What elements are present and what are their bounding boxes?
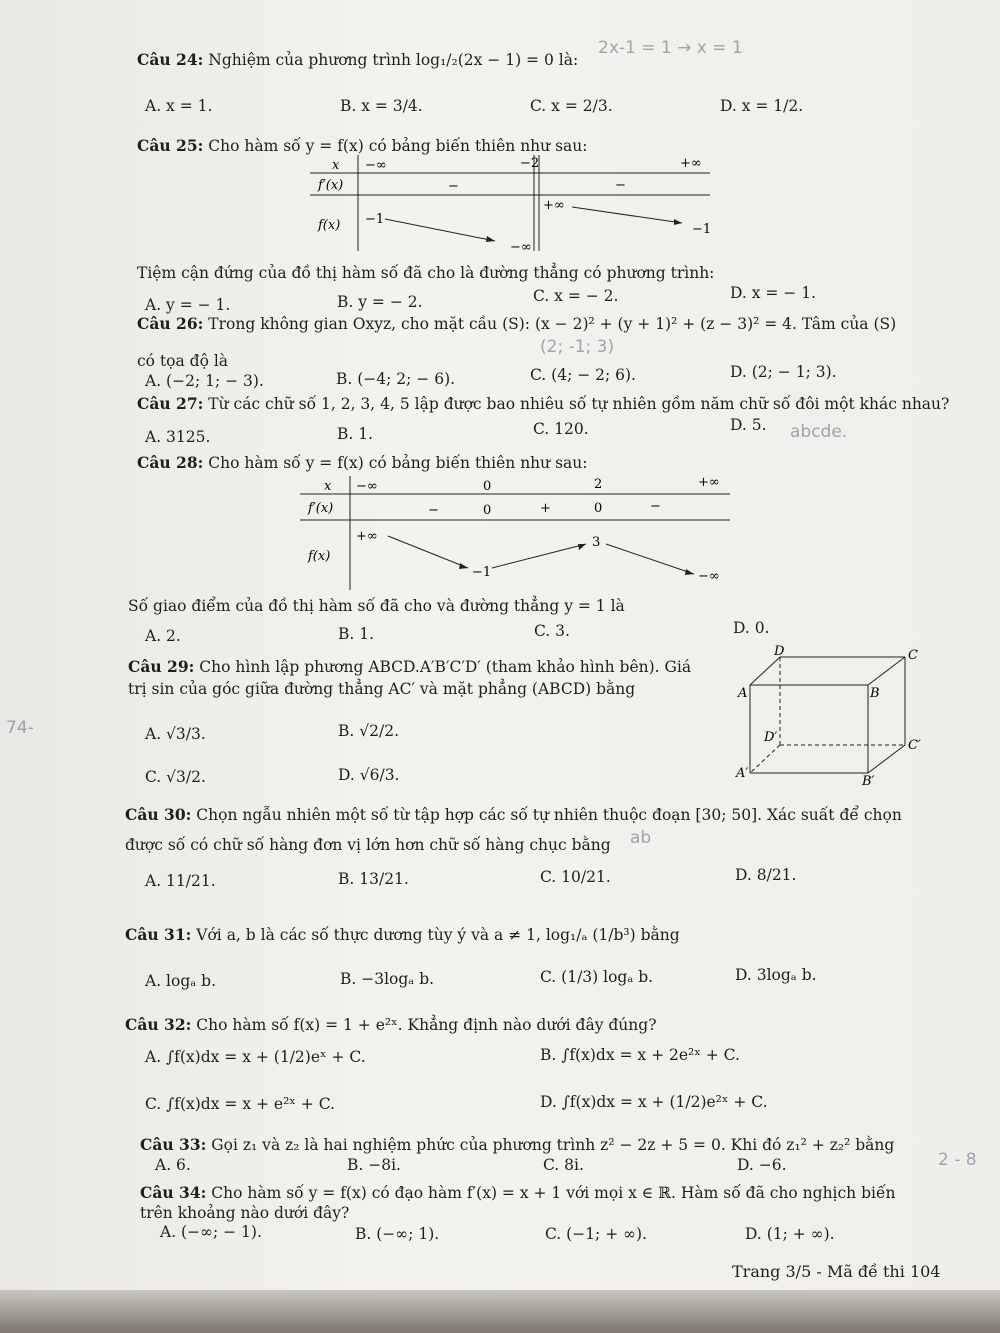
q27-label: Câu 27:: [137, 394, 204, 413]
q28-variation-table: [300, 474, 740, 592]
q27-option-a: A. 3125.: [145, 428, 211, 446]
q28-t-x: x: [324, 479, 332, 494]
q25-option-a: A. y = − 1.: [145, 296, 231, 314]
q25-text: Cho hàm số y = f(x) có bảng biến thiên như sau:: [208, 137, 588, 155]
q25-arrow-down-2: [572, 207, 682, 223]
q32-stem: [125, 1015, 657, 1034]
q28-t-m1: −1: [472, 565, 492, 580]
q31-option-c: C. (1/3) logₐ b.: [540, 968, 654, 986]
q32-option-d: D. ∫f(x)dx = x + (1/2)e²ˣ + C.: [540, 1093, 768, 1111]
q33-text: Gọi z₁ và z₂ là hai nghiệm phức của phương trình z² − 2z + 5 = 0. Khi đó z₁² + z₂² bằng: [211, 1136, 895, 1154]
q34-option-d: D. (1; + ∞).: [745, 1225, 835, 1243]
q29-option-a: A. √3/3.: [145, 725, 206, 743]
q28-t-minus2: −: [650, 499, 661, 514]
q28-text: Cho hàm số y = f(x) có bảng biến thiên như sau:: [208, 454, 588, 472]
q25-option-b: B. y = − 2.: [337, 293, 423, 311]
q29-option-d: D. √6/3.: [338, 766, 400, 784]
q25-variation-table: [310, 153, 720, 253]
q28-option-c: C. 3.: [534, 622, 570, 640]
q26-text: Trong không gian Oxyz, cho mặt cầu (S): (x − 2)² + (y + 1)² + (z − 3)² = 4. Tâm của (S): [208, 315, 897, 333]
q28-label: Câu 28:: [137, 453, 204, 472]
q28-stem: [137, 453, 587, 472]
q31-option-d: D. 3logₐ b.: [735, 966, 817, 984]
q31-option-a: A. logₐ b.: [145, 972, 217, 990]
handwritten-note-2: (2; -1; 3): [540, 337, 615, 357]
q28-question: Số giao điểm của đồ thị hàm số đã cho và đường thẳng y = 1 là: [128, 597, 625, 615]
q33-label: Câu 33:: [140, 1135, 207, 1154]
cube-label-c: C: [908, 648, 918, 663]
q29-stem-2: trị sin của góc giữa đường thẳng AC′ và mặt phẳng (ABCD) bằng: [128, 680, 636, 698]
q28-t-three: 3: [592, 535, 601, 550]
q28-option-d: D. 0.: [733, 619, 770, 637]
q30-option-a: A. 11/21.: [145, 872, 216, 890]
q26-option-c: C. (4; − 2; 6).: [530, 366, 636, 384]
q24-stem: [137, 50, 578, 69]
q25-t-m2: −2: [520, 156, 540, 171]
q25-t-fp: f′(x): [318, 178, 344, 193]
q28-t-two: 2: [594, 477, 603, 492]
q32-option-c: C. ∫f(x)dx = x + e²ˣ + C.: [145, 1095, 335, 1113]
q27-stem: [137, 394, 949, 413]
q28-t-minf: −∞: [356, 479, 378, 494]
q28-t-fp: f′(x): [308, 501, 334, 516]
q28-option-a: A. 2.: [145, 627, 181, 645]
q32-option-b: B. ∫f(x)dx = x + 2e²ˣ + C.: [540, 1046, 740, 1064]
q25-t-minf2: −∞: [510, 240, 532, 255]
cube-label-a1: A′: [736, 766, 749, 781]
q34-option-b: B. (−∞; 1).: [355, 1225, 440, 1243]
page-footer: Trang 3/5 - Mã đề thi 104: [732, 1262, 941, 1281]
cube-label-d: D: [774, 644, 785, 659]
q32-option-a: A. ∫f(x)dx = x + (1/2)eˣ + C.: [145, 1048, 366, 1066]
q25-option-c: C. x = − 2.: [533, 287, 619, 305]
q27-option-c: C. 120.: [533, 420, 589, 438]
q29-stem: [128, 657, 691, 676]
q30-stem: [125, 805, 902, 824]
handwritten-note-3: abcde.: [790, 422, 848, 442]
q25-t-pinf2: +∞: [543, 198, 565, 213]
q25-t-m1b: −1: [692, 222, 712, 237]
q25-arrow-down-1: [385, 219, 495, 241]
q33-option-b: B. −8i.: [347, 1156, 401, 1174]
q24-option-c: C. x = 2/3.: [530, 97, 613, 115]
q29-text: Cho hình lập phương ABCD.A′B′C′D′ (tham khảo hình bên). Giá: [199, 658, 692, 676]
q33-stem: [140, 1135, 894, 1154]
q26-label: Câu 26:: [137, 314, 204, 333]
q28-option-b: B. 1.: [338, 625, 375, 643]
q27-text: Từ các chữ số 1, 2, 3, 4, 5 lập được bao nhiêu số tự nhiên gồm năm chữ số đôi một khác nhau?: [208, 395, 950, 413]
q31-label: Câu 31:: [125, 925, 192, 944]
page-shadow: [0, 1290, 1000, 1333]
q31-stem: [125, 925, 680, 944]
q26-stem-2: có tọa độ là: [137, 352, 229, 370]
q32-label: Câu 32:: [125, 1015, 192, 1034]
q24-label: Câu 24:: [137, 50, 204, 69]
q26-option-a: A. (−2; 1; − 3).: [145, 372, 264, 390]
q25-option-d: D. x = − 1.: [730, 284, 817, 302]
q34-option-c: C. (−1; + ∞).: [545, 1225, 648, 1243]
q33-option-d: D. −6.: [737, 1156, 787, 1174]
q34-stem: [140, 1183, 896, 1202]
q24-text: Nghiệm của phương trình log₁/₂(2x − 1) = 0 là:: [208, 51, 579, 69]
q28-t-f: f(x): [308, 549, 331, 564]
handwritten-note-4: ab: [630, 828, 652, 848]
q27-option-d: D. 5.: [730, 416, 767, 434]
cube-label-b: B: [870, 686, 880, 701]
q25-t-minus1: −: [448, 179, 459, 194]
q25-t-pinf: +∞: [680, 156, 702, 171]
q29-option-c: C. √3/2.: [145, 768, 206, 786]
q28-t-pinf: +∞: [698, 475, 720, 490]
q26-option-d: D. (2; − 1; 3).: [730, 363, 837, 381]
q34-stem-2: trên khoảng nào dưới đây?: [140, 1204, 350, 1222]
handwritten-note-5: 2 - 8: [938, 1150, 977, 1170]
q25-t-f: f(x): [318, 218, 341, 233]
q28-t-minf2: −∞: [698, 569, 720, 584]
q24-option-b: B. x = 3/4.: [340, 97, 423, 115]
q28-t-zero1: 0: [483, 503, 492, 518]
q25-t-m1: −1: [365, 212, 385, 227]
q29-option-b: B. √2/2.: [338, 722, 399, 740]
q34-label: Câu 34:: [140, 1183, 207, 1202]
q29-label: Câu 29:: [128, 657, 195, 676]
q25-t-x: x: [332, 158, 340, 173]
q29-cube-figure: [736, 644, 940, 789]
cube-label-d1: D′: [764, 730, 778, 745]
q30-text: Chọn ngẫu nhiên một số từ tập hợp các số tự nhiên thuộc đoạn [30; 50]. Xác suất để chọn: [196, 806, 902, 824]
q27-option-b: B. 1.: [337, 425, 374, 443]
q31-option-b: B. −3logₐ b.: [340, 970, 435, 988]
q25-t-minf: −∞: [365, 158, 387, 173]
q24-option-d: D. x = 1/2.: [720, 97, 804, 115]
q33-option-c: C. 8i.: [543, 1156, 584, 1174]
q30-stem-2: được số có chữ số hàng đơn vị lớn hơn chữ số hàng chục bằng: [125, 836, 611, 854]
q31-text: Với a, b là các số thực dương tùy ý và a ≠ 1, log₁/ₐ (1/b³) bằng: [196, 926, 680, 944]
q33-option-a: A. 6.: [155, 1156, 191, 1174]
q24-option-a: A. x = 1.: [145, 97, 213, 115]
cube-label-c1: C′: [908, 738, 921, 753]
q30-label: Câu 30:: [125, 805, 192, 824]
q26-option-b: B. (−4; 2; − 6).: [336, 370, 456, 388]
handwritten-note-6: 74-: [6, 718, 34, 738]
q25-t-minus2: −: [615, 178, 626, 193]
q34-text: Cho hàm số y = f(x) có đạo hàm f′(x) = x + 1 với mọi x ∈ ℝ. Hàm số đã cho nghịch biến: [211, 1184, 896, 1202]
cube-label-a: A: [738, 686, 748, 701]
q28-t-zero: 0: [483, 479, 492, 494]
q30-option-d: D. 8/21.: [735, 866, 797, 884]
q32-text: Cho hàm số f(x) = 1 + e²ˣ. Khẳng định nào dưới đây đúng?: [196, 1016, 657, 1034]
q25-question: Tiệm cận đứng của đồ thị hàm số đã cho là đường thẳng có phương trình:: [137, 264, 715, 282]
q25-label: Câu 25:: [137, 136, 204, 155]
cube-label-b1: B′: [862, 774, 875, 789]
q28-t-plus: +: [540, 501, 551, 516]
q34-option-a: A. (−∞; − 1).: [160, 1223, 262, 1241]
q28-t-pinf2: +∞: [356, 529, 378, 544]
q30-option-c: C. 10/21.: [540, 868, 611, 886]
handwritten-note-1: 2x-1 = 1 → x = 1: [598, 38, 743, 58]
q30-option-b: B. 13/21.: [338, 870, 409, 888]
q28-t-zero2: 0: [594, 501, 603, 516]
q28-t-minus1: −: [428, 503, 439, 518]
q26-stem: [137, 314, 896, 333]
